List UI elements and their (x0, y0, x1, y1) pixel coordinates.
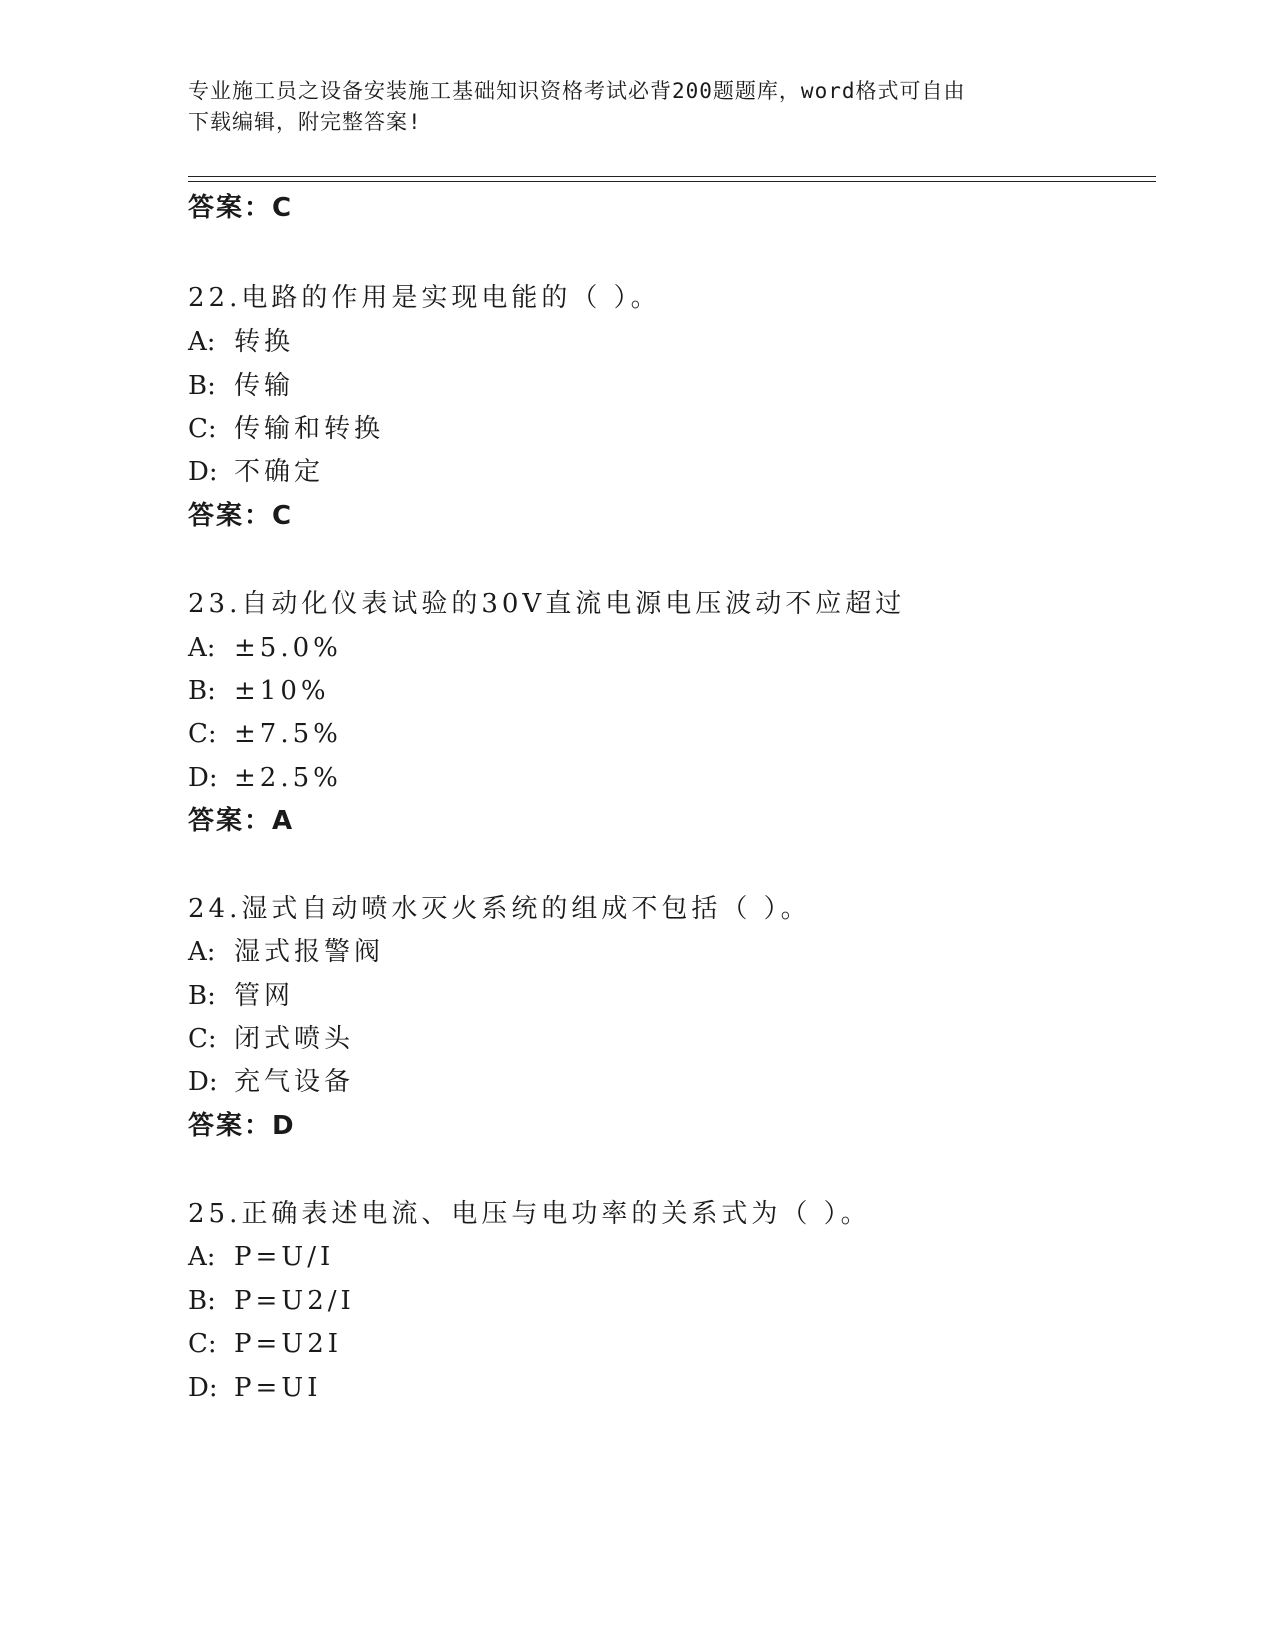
option-row (188, 937, 384, 967)
option-letter: D: (188, 1373, 218, 1403)
option-text: 湿式报警阀 (234, 937, 385, 967)
option-text: P=UI (234, 1373, 322, 1403)
option-letter: D: (188, 457, 218, 487)
option-row (188, 1329, 342, 1359)
answer-line: 答案：C (188, 501, 294, 531)
option-letter: B: (188, 676, 216, 706)
option-letter: B: (188, 1286, 216, 1316)
option-letter: A: (188, 937, 216, 967)
option-row (188, 981, 294, 1011)
header-rule-bottom (188, 181, 1156, 182)
option-row (188, 1067, 354, 1097)
option-text: ±5.0% (234, 633, 342, 663)
option-text: 传输 (234, 371, 295, 401)
question-stem: 23.自动化仪表试验的30V直流电源电压波动不应超过 (188, 589, 906, 619)
option-text: ±7.5% (234, 719, 342, 749)
option-letter: C: (188, 1024, 217, 1054)
question-stem: 24.湿式自动喷水灭火系统的组成不包括（ ）。 (188, 894, 811, 924)
option-letter: C: (188, 719, 217, 749)
option-letter: B: (188, 981, 216, 1011)
question-stem: 22.电路的作用是实现电能的（ ）。 (188, 283, 661, 313)
option-letter: D: (188, 1067, 218, 1097)
option-letter: A: (188, 1242, 216, 1272)
option-text: P=U/I (234, 1242, 335, 1272)
option-row (188, 1024, 354, 1054)
option-text: ±10% (234, 676, 330, 706)
option-row (188, 1242, 334, 1272)
option-text: P=U2/I (234, 1286, 355, 1316)
option-text: 管网 (234, 981, 295, 1011)
option-row (188, 371, 294, 401)
answer-line: 答案：A (188, 806, 295, 836)
question-stem: 25.正确表述电流、电压与电功率的关系式为（ ）。 (188, 1199, 871, 1229)
header-line-1: 专业施工员之设备安装施工基础知识资格考试必背200题题库，word格式可自由 (188, 79, 966, 103)
option-row (188, 676, 330, 706)
answer-line: 答案：D (188, 1111, 296, 1141)
option-row (188, 719, 342, 749)
option-row (188, 633, 342, 663)
option-text: 充气设备 (234, 1067, 355, 1097)
option-text: 传输和转换 (234, 414, 385, 444)
header-line-2: 下载编辑，附完整答案! (188, 110, 422, 134)
option-letter: B: (188, 371, 216, 401)
option-letter: D: (188, 763, 218, 793)
option-text: ±2.5% (234, 763, 342, 793)
option-letter: C: (188, 414, 217, 444)
header-rule-top (188, 176, 1156, 177)
previous-answer: 答案：C (188, 193, 294, 223)
option-row (188, 763, 342, 793)
option-letter: A: (188, 327, 216, 357)
option-row (188, 457, 324, 487)
option-row (188, 1373, 321, 1403)
option-row (188, 1286, 355, 1316)
option-letter: A: (188, 633, 216, 663)
option-text: 不确定 (234, 457, 325, 487)
option-letter: C: (188, 1329, 217, 1359)
document-header (188, 76, 1088, 138)
option-text: 转换 (234, 327, 295, 357)
option-row (188, 414, 384, 444)
option-text: 闭式喷头 (234, 1024, 355, 1054)
option-row (188, 327, 294, 357)
option-text: P=U2I (234, 1329, 343, 1359)
